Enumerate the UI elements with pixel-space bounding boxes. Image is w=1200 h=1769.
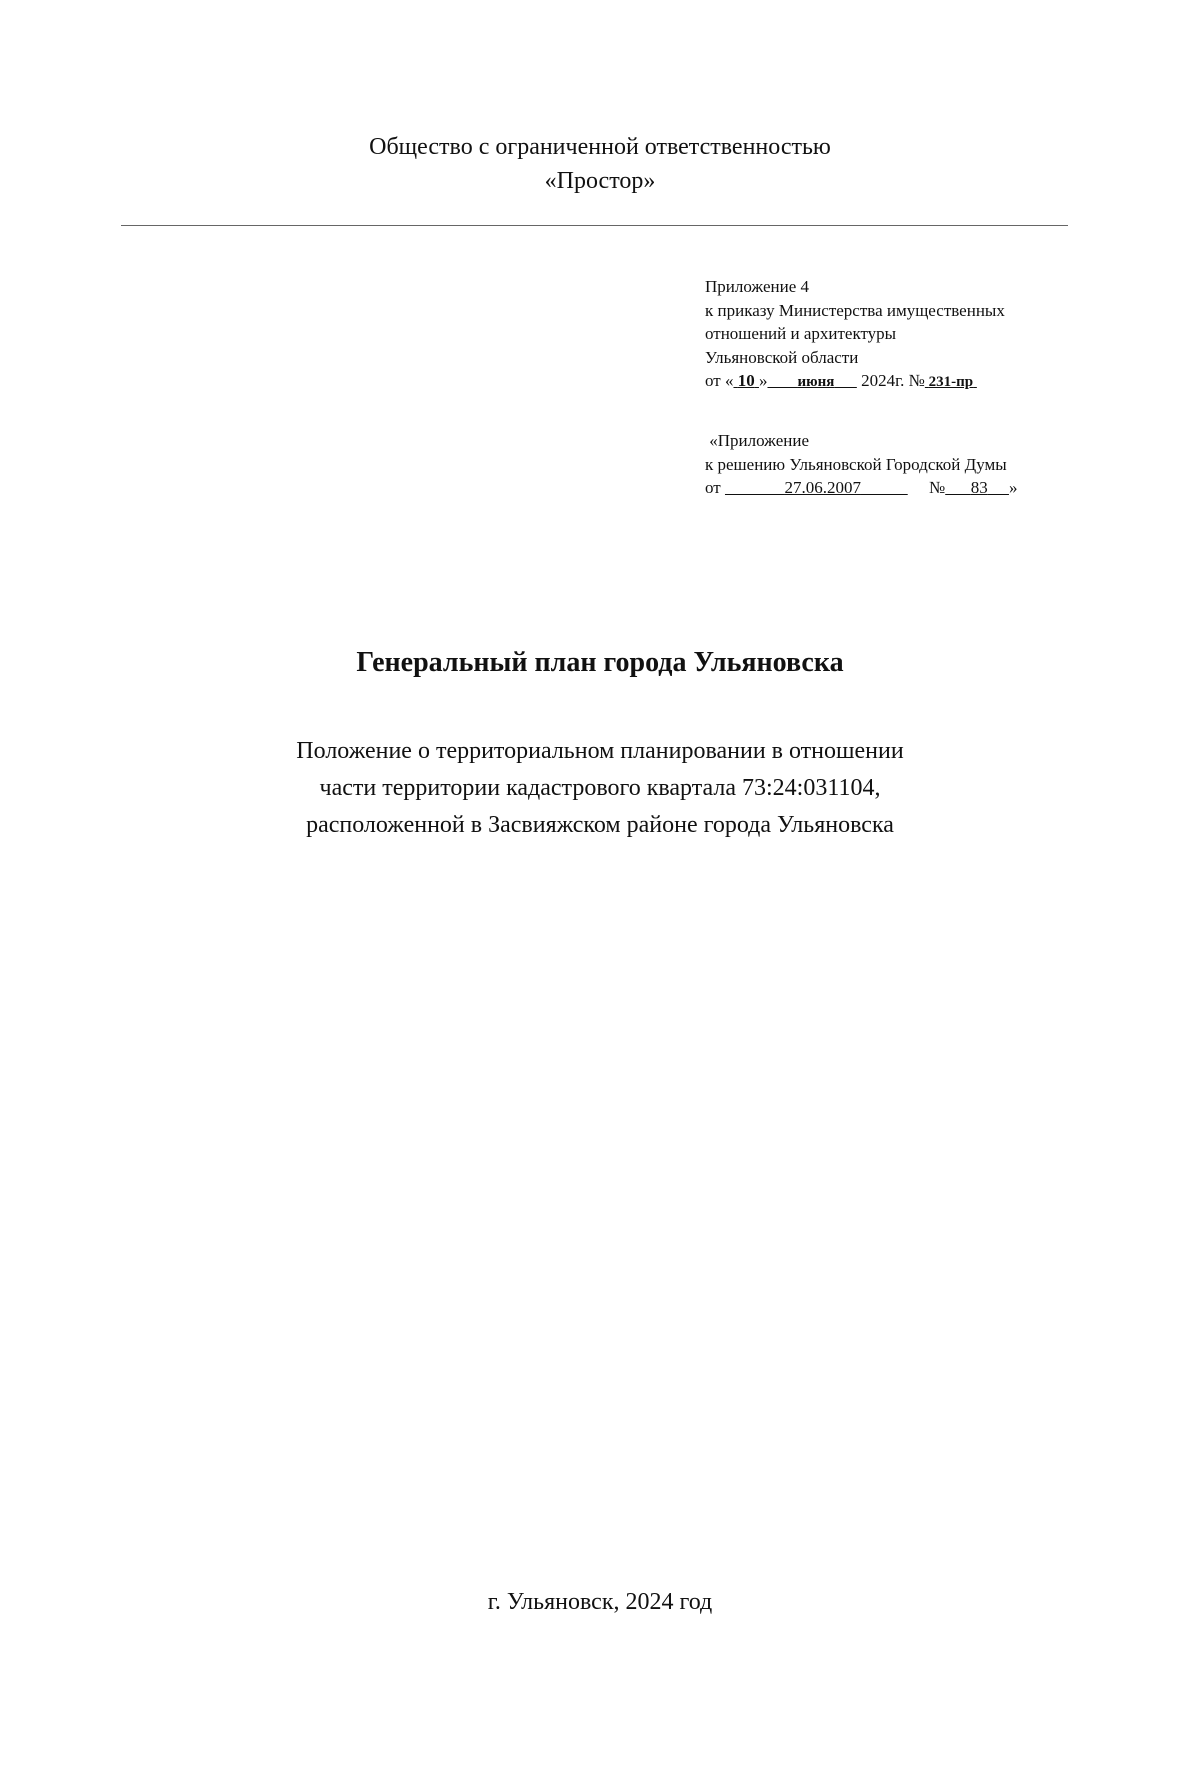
document-subtitle xyxy=(0,733,1200,844)
decision-number: 83 xyxy=(970,478,988,497)
order-date-prefix: от « xyxy=(705,371,734,390)
order-day: 10 xyxy=(737,371,755,390)
subtitle-line-3: расположенной в Засвияжском районе города Ульяновска xyxy=(306,812,894,838)
order-number: 231-пр xyxy=(928,374,974,390)
decision-date: 27.06.2007 xyxy=(784,478,861,497)
subtitle-line-2: части территории кадастрового квартала 73:24:031104, xyxy=(319,775,881,801)
organization-short-name: «Простор» xyxy=(544,168,656,194)
decision-closing: » xyxy=(1008,478,1018,497)
appendix-decision-date-line xyxy=(705,476,1105,500)
appendix-decision-line-1: «Приложение xyxy=(709,431,809,450)
organization-header xyxy=(0,130,1200,198)
document-title: Генеральный план города Ульяновска xyxy=(356,647,844,678)
place-and-year: г. Ульяновск, 2024 год xyxy=(487,1589,713,1615)
appendix-order-block xyxy=(705,275,1105,395)
order-year-text: 2024г. № xyxy=(861,371,925,390)
organization-name: Общество с ограниченной ответственностью xyxy=(369,134,831,160)
appendix-order-line-2: к приказу Министерства имущественных xyxy=(705,300,1005,320)
header-divider xyxy=(121,225,1068,226)
appendix-order-date-line xyxy=(705,369,1105,395)
appendix-decision-line-2: к решению Ульяновской Городской Думы xyxy=(705,454,1007,474)
order-month: июня xyxy=(797,374,835,390)
subtitle-line-1: Положение о территориальном планировании в отношении xyxy=(296,738,904,764)
decision-date-prefix: от xyxy=(705,478,721,497)
appendix-order-line-1: Приложение 4 xyxy=(705,277,809,296)
order-day-suffix: » xyxy=(758,371,768,390)
appendix-decision-block xyxy=(705,429,1105,500)
appendix-order-line-4: Ульяновской области xyxy=(705,347,859,367)
decision-number-prefix: № xyxy=(928,478,946,497)
appendix-order-line-3: отношений и архитектуры xyxy=(705,324,897,343)
